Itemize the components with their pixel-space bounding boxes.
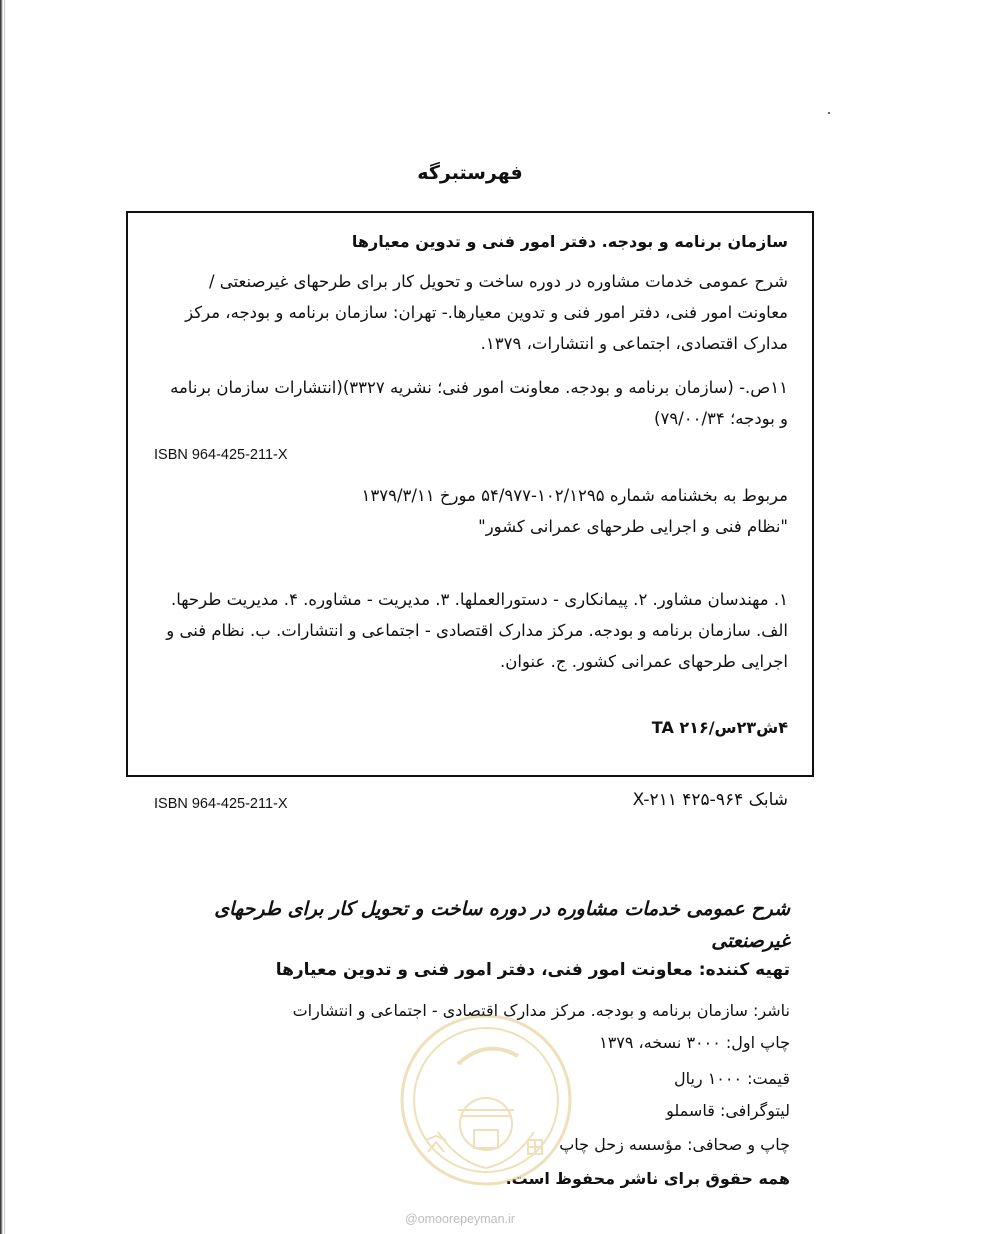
card-note-line1: مربوط به بخشنامه شماره ۱۰۲/۱۲۹۵-۵۴/۹۷۷ مورخ ۱۳۷۹/۳/۱۱ (361, 486, 788, 505)
watermark-seal-icon (398, 1012, 574, 1188)
prepared-by: تهیه کننده: معاونت امور فنی، دفتر امور فنی و تدوین معیارها (275, 960, 790, 980)
price-line: قیمت: ۱۰۰۰ ریال (673, 1069, 790, 1088)
rights-line: همه حقوق برای ناشر محفوظ است. (505, 1169, 790, 1188)
scan-speck (828, 112, 830, 114)
page-edge (0, 0, 3, 1234)
card-series: ۱۱ص.- (سازمان برنامه و بودجه. معاونت امور فنی؛ نشریه ۳۳۲۷)(انتشارات سازمان برنامه و بودجه؛ ۷۹/۰۰/۳۴) (170, 378, 788, 428)
card-author: سازمان برنامه و بودجه. دفتر امور فنی و تدوین معیارها (351, 232, 788, 251)
page-edge-line (4, 0, 5, 1234)
publisher-line: ناشر: سازمان برنامه و بودجه. مرکز مدارک اقتصادی - اجتماعی و انتشارات (292, 1001, 790, 1020)
card-isbn: ISBN 964-425-211-X (154, 447, 288, 463)
page-heading: فهرستبرگه (417, 162, 523, 184)
card-classmark: ۴ش۲۳س/۲۱۶ TA (651, 718, 788, 737)
shabak-number: شابک X-۲۱۱ ۴۲۵-۹۶۴ (632, 790, 788, 810)
lithography-line: لیتوگرافی: قاسملو (666, 1101, 790, 1120)
card-subjects: ۱. مهندسان مشاور. ۲. پیمانکاری - دستورالعملها. ۳. مدیریت - مشاوره. ۴. مدیریت طرحها. الف. سازمان برنامه و بودجه. مرکز مدارک اقتصادی - اجتماعی و انتشارات. ب. نظام فنی و اجرایی طرحهای عمرانی کشور. ج. عنوان. (166, 590, 788, 671)
card-description: شرح عمومی خدمات مشاوره در دوره ساخت و تحویل کار برای طرحهای غیرصنعتی / معاونت امور فنی، دفتر امور فنی و تدوین معیارها.- تهران: سازمان برنامه و بودجه، مرکز مدارک اقتصادی، اجتماعی و انتشارات، ۱۳۷۹. (185, 272, 788, 353)
card-note (228, 480, 788, 542)
isbn-bottom: ISBN 964-425-211-X (154, 796, 288, 812)
watermark-url: @omoorepeyman.ir (405, 1212, 515, 1226)
card-note-line2: "نظام فنی و اجرایی طرحهای عمرانی کشور" (478, 517, 788, 536)
printing-line: چاپ و صحافی: مؤسسه زحل چاپ (559, 1135, 790, 1154)
edition-line: چاپ اول: ۳۰۰۰ نسخه، ۱۳۷۹ (599, 1033, 790, 1052)
book-title: شرح عمومی خدمات مشاوره در دوره ساخت و تحویل کار برای طرحهای غیرصنعتی (214, 898, 790, 952)
